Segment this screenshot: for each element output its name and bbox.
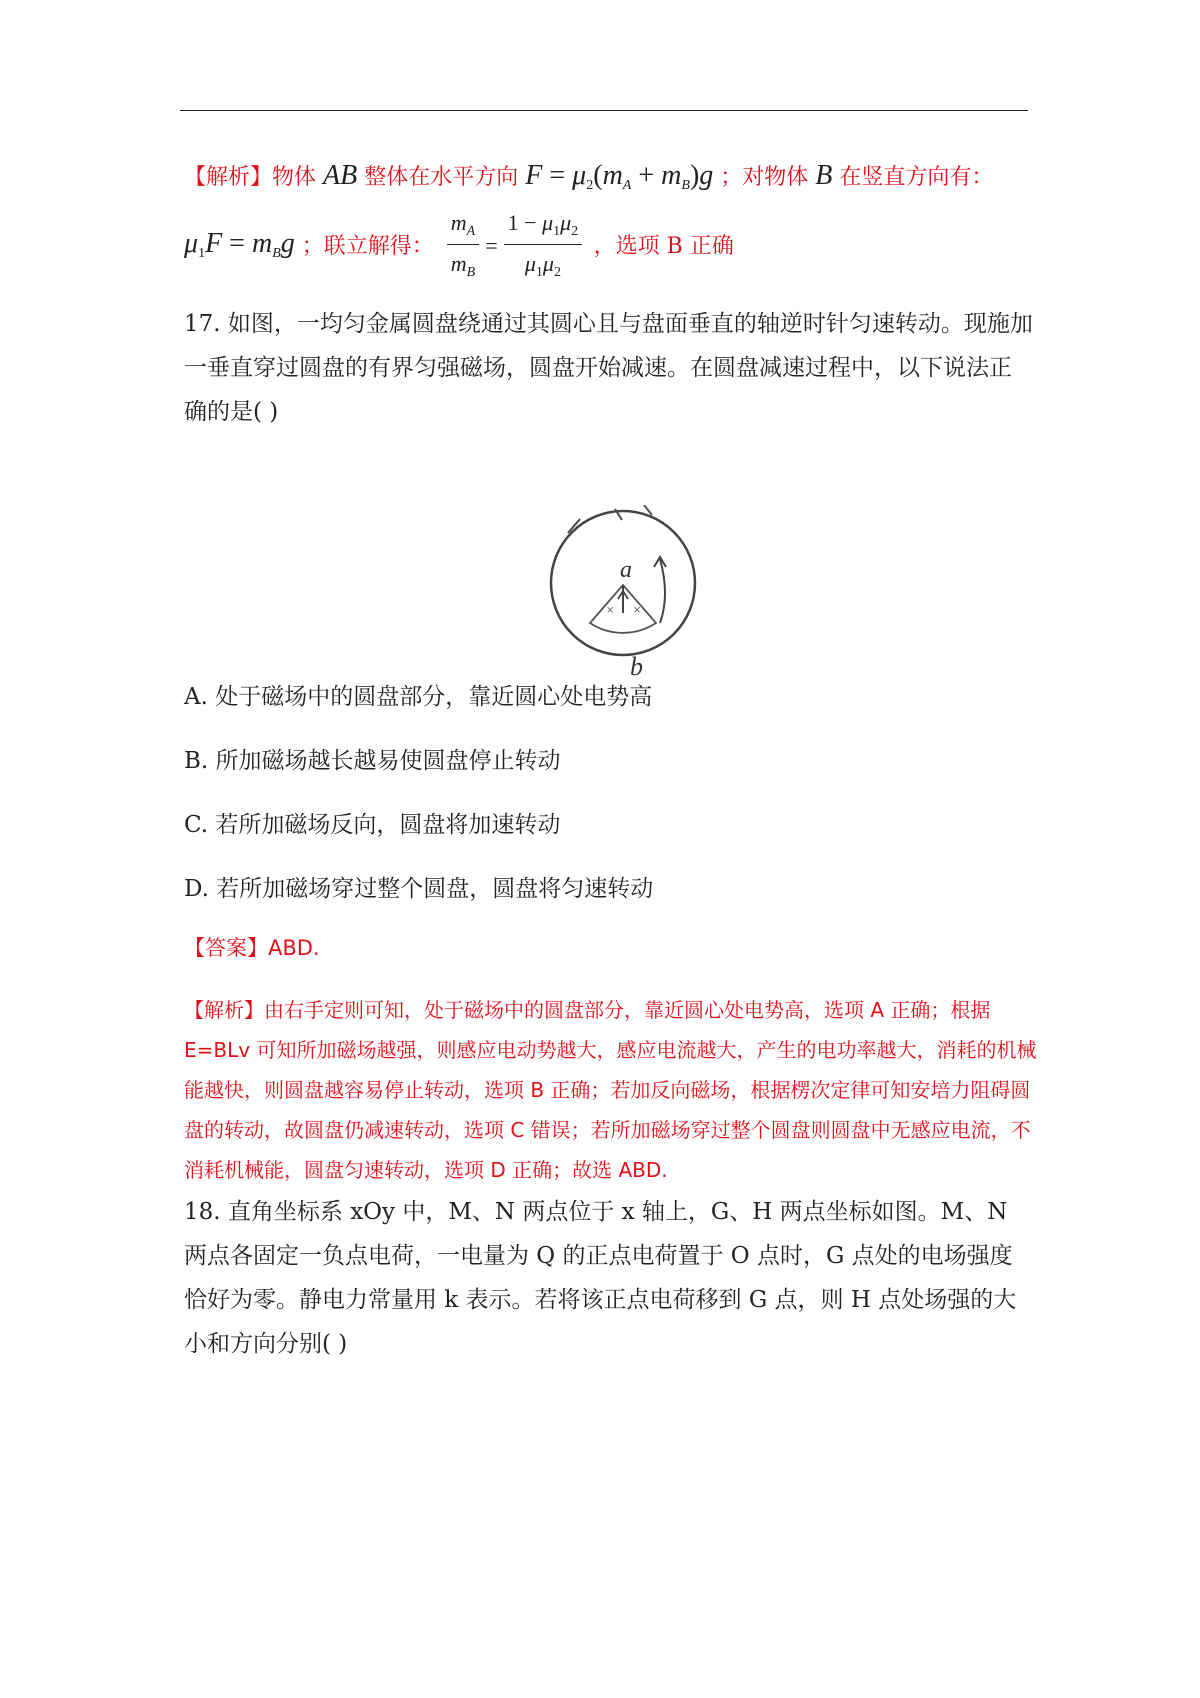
option-d: D. 若所加磁场穿过整个圆盘，圆盘将匀速转动 (184, 876, 654, 902)
rotation-arrow (660, 559, 665, 623)
analysis-16-line-1 (184, 160, 993, 194)
formula-mass-ratio: $\frac{m_A}{m_B}$ = $\frac{1 - \mu_1\mu_2}{\mu_1\mu_2}$ (441, 231, 594, 256)
formula-horizontal-force: $F = \mu_2(m_A + m_B)g$ (525, 160, 714, 193)
question-18-text: 18. 直角坐标系 xOy 中，M、N 两点位于 x 轴上，G、H 两点坐标如图。M、N 两点各固定一负点电荷，一电量为 Q 的正点电荷置于 O 点时，G 点处的电场强度恰好为零。静电力常量用 k 表示。若将该正点电荷移到 G 点，则 H 点处场强的大小和方向分别( ) (184, 1199, 1017, 1357)
formula-ab: AB (323, 160, 358, 191)
analysis-tag: 【解析】 (184, 165, 273, 190)
option-c: C. 若所加磁场反向，圆盘将加速转动 (184, 812, 561, 838)
analysis-text-6: ，选项 B 正确 (593, 234, 734, 260)
analysis-text-5: ；联立解得： (301, 234, 434, 260)
option-b: B. 所加磁场越长越易使圆盘停止转动 (184, 748, 561, 774)
formula-vertical-force: $\mu_1F = m_Bg$ (184, 227, 295, 261)
analysis-text-1: 物体 (272, 165, 317, 190)
analysis-17: 【解析】由右手定则可知，处于磁场中的圆盘部分，靠近圆心处电势高，选项 A 正确；根据 E=BLv 可知所加磁场越强，则感应电动势越大，感应电流越大，产生的电功率越大，消耗的机械能越快，则圆盘越容易停止转动，选项 B 正确；若加反向磁场，根据楞次定律可知安培力阻碍圆盘的转动，故圆盘仍减速转动，选项 C 错误；若所加磁场穿过整个圆盘则圆盘中无感应电流，不消耗机械能，圆盘匀速转动，选项 D 正确；故选 ABD. (184, 998, 1037, 1182)
analysis-16-line-2 (184, 210, 734, 281)
analysis-text-2: 整体在水平方向 (364, 165, 519, 190)
header-rule (180, 110, 1028, 111)
field-mark-1: × (606, 605, 615, 616)
question-17-text: 17. 如图，一均匀金属圆盘绕通过其圆心且与盘面垂直的轴逆时针匀速转动。现施加一垂直穿过圆盘的有界匀强磁场，圆盘开始减速。在圆盘减速过程中，以下说法正确的是( ) (184, 311, 1033, 425)
label-b: b (630, 652, 643, 680)
option-a: A. 处于磁场中的圆盘部分，靠近圆心处电势高 (184, 684, 653, 710)
formula-b: B (815, 160, 833, 191)
analysis-text-4: 在竖直方向有： (839, 165, 994, 190)
label-a: a (620, 557, 632, 583)
rotating-disk-figure (520, 505, 740, 680)
field-mark-2: × (633, 605, 642, 616)
analysis-text-3: ；对物体 (720, 165, 809, 190)
answer-17: 【答案】ABD. (184, 936, 320, 960)
